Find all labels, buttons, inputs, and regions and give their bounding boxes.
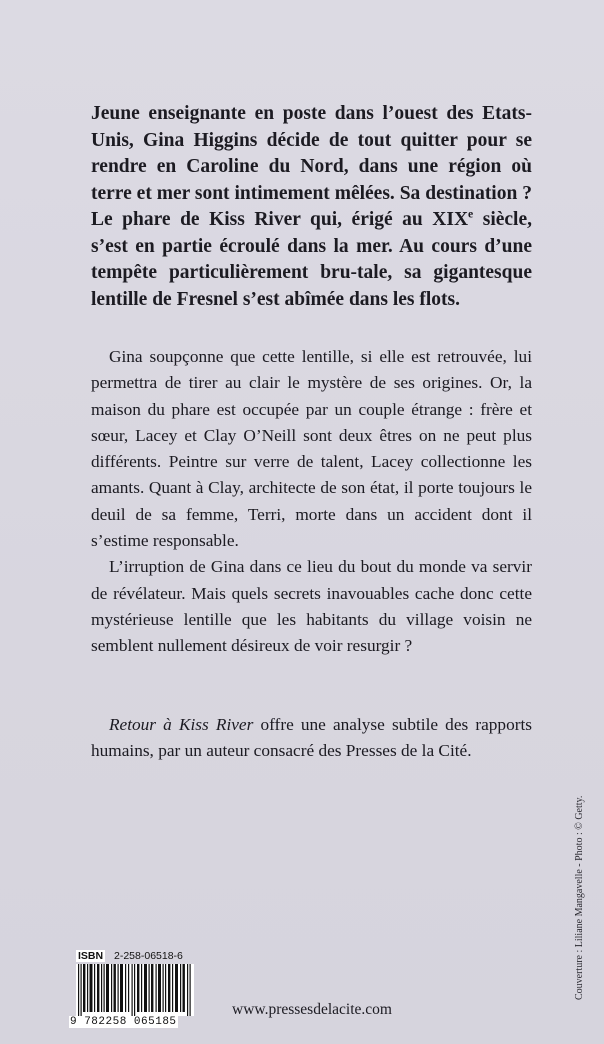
- summary-text-1: Jeune enseignante en poste dans l’ouest des Etats-Unis, Gina Higgins décide de tout quitter pour se rendre en Caroline du Nord, dans une région où terre et mer sont intimement mêlées. Sa destination ? Le phare de Kiss River qui, érigé au: [91, 103, 532, 230]
- summary-paragraph: [91, 101, 532, 313]
- book-title: Retour à Kiss River: [109, 715, 254, 734]
- century-superscript: e: [468, 207, 474, 221]
- barcode-icon: [76, 964, 194, 1016]
- closing-line: [91, 712, 532, 765]
- body-paragraph-2: L’irruption de Gina dans ce lieu du bout du monde va servir de révélateur. Mais quels secrets inavouables cache donc cette mystérieuse lentille que les habitants du village voisin ne semblent nullement désireux de voir resurgir ?: [91, 557, 532, 656]
- body-text: [91, 344, 532, 660]
- century-numeral: XIX: [432, 209, 469, 230]
- body-paragraph-1: Gina soupçonne que cette lentille, si elle est retrouvée, lui permettra de tirer au clair le mystère de ses origines. Or, la maison du phare est occupée par un couple étrange : frère et sœur, Lacey et Clay O’Neill sont deux êtres on ne peut plus différents. Peintre sur verre de talent, Lacey collectionne les amants. Quant à Clay, architecte de son état, il porte toujours le deuil de sa femme, Terri, morte dans un accident dont il s’estime responsable.: [91, 347, 532, 551]
- summary-text-2: siècle, s’est en partie écroulé dans la mer. Au cours d’une tempête particulièrement bru-tale, sa gigantesque lentille de Fresnel s’est abîmée dans les flots.: [91, 209, 533, 310]
- publisher-website: www.pressesdelacite.com: [232, 1001, 392, 1018]
- closing-text: offre une analyse subtile des rapports humains, par un auteur consacré des Presses de la Cité.: [91, 715, 532, 761]
- ean-digits: 9 782258 065185: [70, 1016, 177, 1028]
- isbn-number: 2-258-06518-6: [114, 950, 183, 962]
- cover-credit: Couverture : Liliane Mangavelle - Photo : © Getty.: [574, 795, 585, 1000]
- isbn-label: ISBN: [78, 950, 104, 962]
- closing-paragraph: [91, 712, 532, 765]
